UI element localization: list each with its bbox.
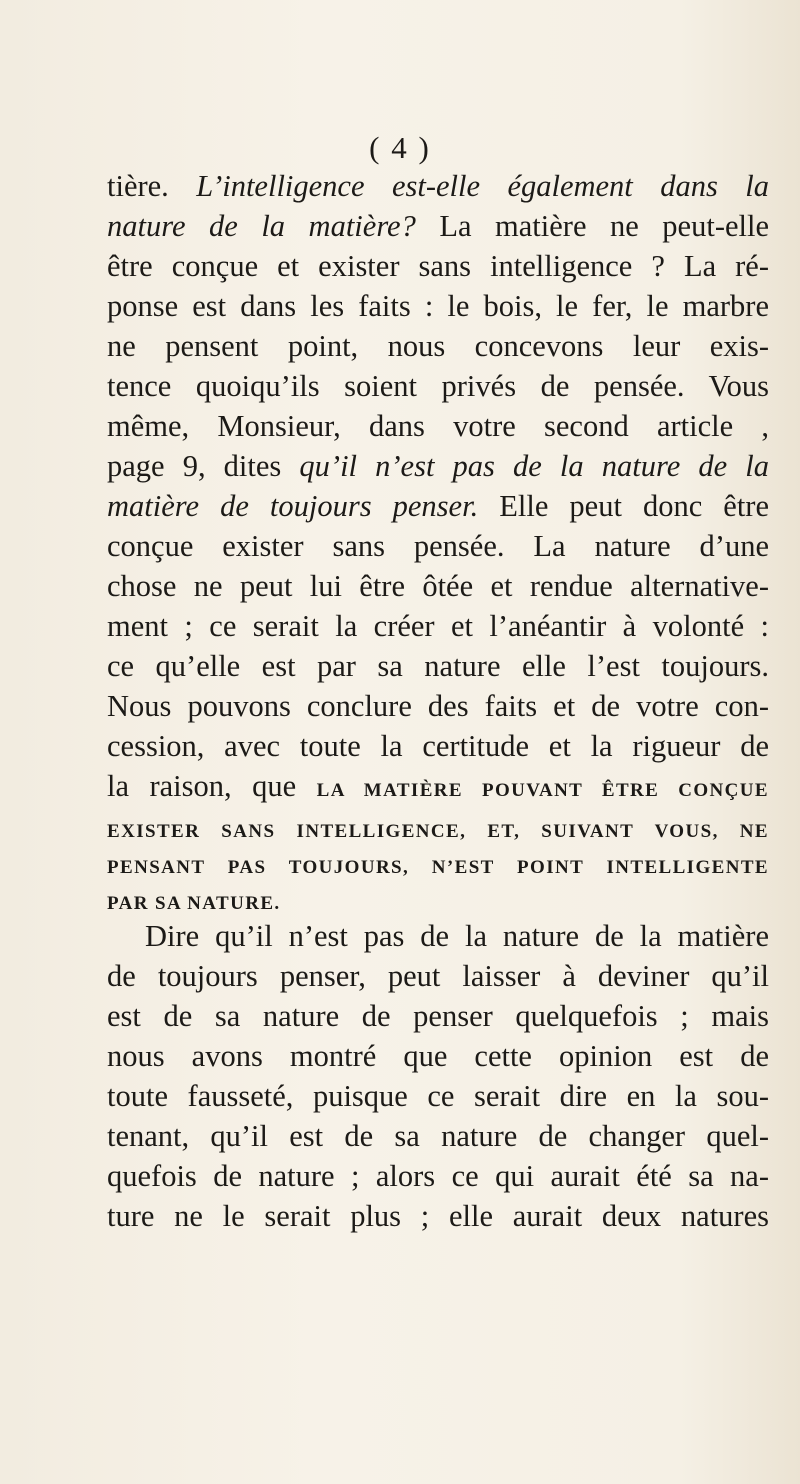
text-span: Nous pouvons conclure des faits et de votre con- — [107, 689, 769, 723]
text-span: Elle peut donc être — [478, 489, 769, 523]
text-span: L’intelligence est-elle également dans la — [196, 169, 769, 203]
text-span: tenant, qu’il est de sa nature de changer quel- — [107, 1119, 769, 1153]
text-line — [107, 246, 769, 286]
text-line — [107, 366, 769, 406]
text-span: la raison, que — [107, 769, 317, 803]
text-line — [107, 766, 769, 811]
text-line — [107, 566, 769, 606]
text-span: La matière ne peut-elle — [415, 209, 769, 243]
text-line — [107, 166, 769, 206]
text-span: tière. — [107, 169, 197, 203]
text-span: qu’il n’est pas de la nature de la — [299, 449, 769, 483]
text-line — [107, 486, 769, 526]
text-span: cession, avec toute la certitude et la rigueur de — [107, 729, 769, 763]
text-line — [107, 726, 769, 766]
text-span: ne pensent point, nous concevons leur exis- — [107, 329, 769, 363]
text-span: ponse est dans les faits : le bois, le fer, le marbre — [107, 289, 769, 323]
text-line — [107, 646, 769, 686]
text-span: nature de la matière? — [107, 209, 416, 243]
text-line — [107, 406, 769, 446]
text-span: page 9, dites — [107, 449, 300, 483]
text-span: même, Monsieur, dans votre second article , — [107, 409, 769, 443]
text-span: matière de toujours penser. — [107, 489, 479, 523]
text-line — [107, 206, 769, 246]
text-line — [145, 916, 769, 956]
text-line — [107, 812, 769, 852]
text-span: PENSANT PAS TOUJOURS, N’EST POINT INTELLIGENTE — [107, 857, 769, 878]
text-line — [107, 606, 769, 646]
text-line — [107, 996, 769, 1036]
text-span: LA MATIÈRE POUVANT ÊTRE CONÇUE — [316, 780, 769, 801]
text-span: ce qu’elle est par sa nature elle l’est toujours. — [107, 649, 769, 683]
text-line — [107, 686, 769, 726]
text-span: ment ; ce serait la créer et l’anéantir à volonté : — [107, 609, 769, 643]
text-span: tence quoiqu’ils soient privés de pensée. Vous — [107, 369, 769, 403]
text-span: chose ne peut lui être ôtée et rendue alternative- — [107, 569, 769, 603]
text-span: Dire qu’il n’est pas de la nature de la matière — [145, 919, 769, 953]
text-line — [107, 526, 769, 566]
text-line — [107, 1156, 769, 1196]
text-line — [107, 1076, 769, 1116]
text-line — [107, 1116, 769, 1156]
text-line — [107, 1036, 769, 1076]
text-line — [107, 956, 769, 996]
text-line — [107, 848, 769, 888]
text-line — [107, 1196, 769, 1236]
text-span: être conçue et exister sans intelligence ? La ré- — [107, 249, 769, 283]
text-span: PAR SA NATURE. — [107, 893, 281, 914]
text-span: de toujours penser, peut laisser à deviner qu’il — [107, 959, 769, 993]
text-span: toute fausseté, puisque ce serait dire en la sou- — [107, 1079, 769, 1113]
text-span: conçue exister sans pensée. La nature d’une — [107, 529, 769, 563]
text-line — [107, 446, 769, 486]
text-span: nous avons montré que cette opinion est de — [107, 1039, 769, 1073]
text-span: est de sa nature de penser quelquefois ; mais — [107, 999, 769, 1033]
text-span: EXISTER SANS INTELLIGENCE, ET, SUIVANT VOUS, NE — [107, 821, 769, 842]
text-span: ture ne le serait plus ; elle aurait deux natures — [107, 1199, 769, 1233]
page-number: ( 4 ) — [369, 130, 431, 165]
text-line — [107, 286, 769, 326]
text-line — [107, 326, 769, 366]
text-span: quefois de nature ; alors ce qui aurait été sa na- — [107, 1159, 769, 1193]
